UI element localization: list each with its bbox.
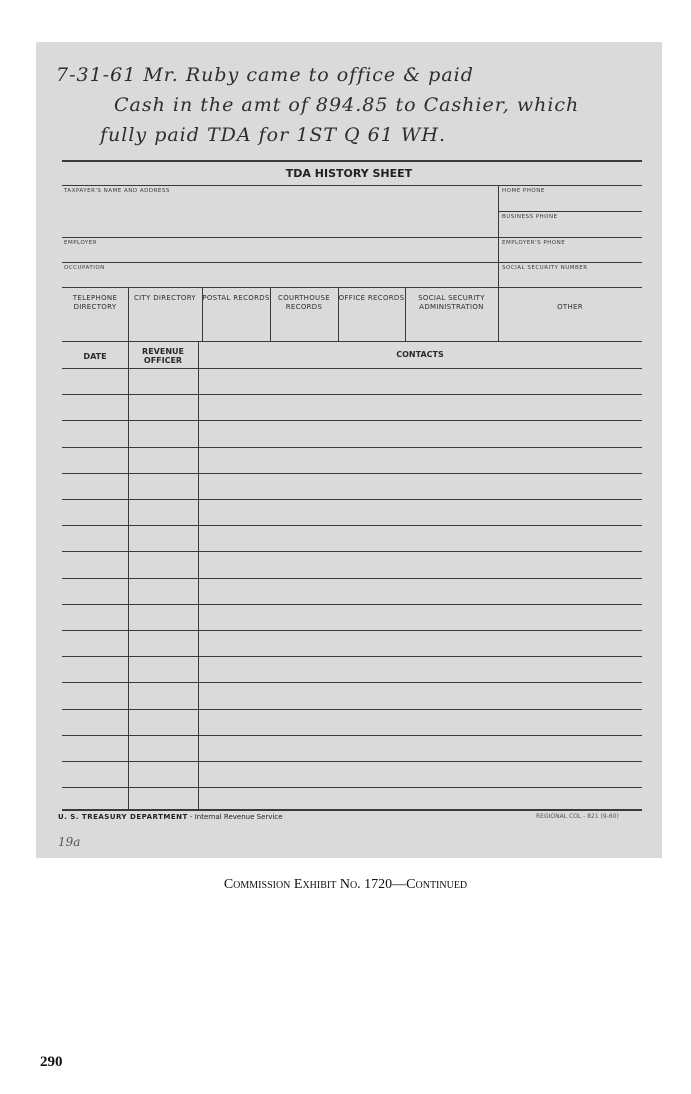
- top-rule: [62, 160, 642, 162]
- ssn-label: SOCIAL SECURITY NUMBER: [502, 265, 588, 271]
- table-row-rule: [62, 787, 642, 788]
- table-row-rule: [62, 682, 642, 683]
- table-row-rule: [62, 499, 642, 500]
- table-row-rule: [62, 473, 642, 474]
- bottom-rule: [62, 809, 642, 811]
- table-row-rule: [62, 735, 642, 736]
- employers-phone-label: EMPLOYER'S PHONE: [502, 240, 566, 246]
- table-row-rule: [62, 551, 642, 552]
- handwritten-note: [56, 60, 646, 150]
- rule: [62, 262, 642, 263]
- note-line-1: 7-31-61 Mr. Ruby came to office & paid: [56, 64, 474, 86]
- date-column-header: DATE: [83, 352, 107, 361]
- footer-department: [58, 813, 283, 821]
- business-phone-label: BUSINESS PHONE: [502, 214, 558, 220]
- page-number: 290: [40, 1054, 63, 1070]
- source-office-records: OFFICE RECORDS: [338, 294, 405, 302]
- home-phone-label: HOME PHONE: [502, 188, 545, 194]
- note-line-3: fully paid TDA for 1ST Q 61 WH.: [100, 124, 447, 146]
- table-row-rule: [62, 630, 642, 631]
- note-line-2: Cash in the amt of 894.85 to Cashier, which: [114, 94, 580, 116]
- employer-label: EMPLOYER: [64, 240, 98, 246]
- rule: [62, 287, 642, 288]
- taxpayer-name-label: TAXPAYER'S NAME AND ADDRESS: [64, 188, 170, 194]
- rule: [198, 341, 199, 809]
- rule: [128, 341, 129, 809]
- source-social-security-administration: SOCIAL SECURITY ADMINISTRATION: [418, 294, 485, 311]
- source-telephone-directory: TELEPHONE DIRECTORY: [72, 294, 118, 311]
- table-row-rule: [62, 709, 642, 710]
- table-row-rule: [62, 368, 642, 369]
- form-title: TDA HISTORY SHEET: [285, 167, 413, 180]
- table-row-rule: [62, 447, 642, 448]
- table-row-rule: [62, 604, 642, 605]
- contacts-column-header: CONTACTS: [396, 350, 444, 359]
- rule: [62, 237, 642, 238]
- source-postal-records: POSTAL RECORDS: [202, 294, 270, 302]
- footer-service-name: - Internal Revenue Service: [187, 813, 283, 821]
- rule: [62, 341, 642, 342]
- page-mark: 19a: [58, 835, 81, 849]
- rule: [498, 211, 642, 212]
- table-row-rule: [62, 656, 642, 657]
- exhibit-caption: Commission Exhibit No. 1720—Continued: [223, 877, 468, 892]
- form-number: REGIONAL COL - 821 (9-60): [536, 813, 619, 820]
- revenue-officer-column-header: REVENUE OFFICER: [142, 347, 184, 365]
- table-row-rule: [62, 578, 642, 579]
- table-row-rule: [62, 761, 642, 762]
- rule: [62, 185, 642, 186]
- table-row-rule: [62, 525, 642, 526]
- source-courthouse-records: COURTHOUSE RECORDS: [278, 294, 330, 311]
- scanned-form: [36, 42, 662, 858]
- source-other: OTHER: [557, 303, 583, 311]
- source-city-directory: CITY DIRECTORY: [133, 294, 197, 302]
- table-row-rule: [62, 394, 642, 395]
- occupation-label: OCCUPATION: [64, 265, 105, 271]
- table-row-rule: [62, 420, 642, 421]
- rule: [498, 185, 499, 341]
- footer-department-name: U. S. TREASURY DEPARTMENT: [58, 813, 188, 821]
